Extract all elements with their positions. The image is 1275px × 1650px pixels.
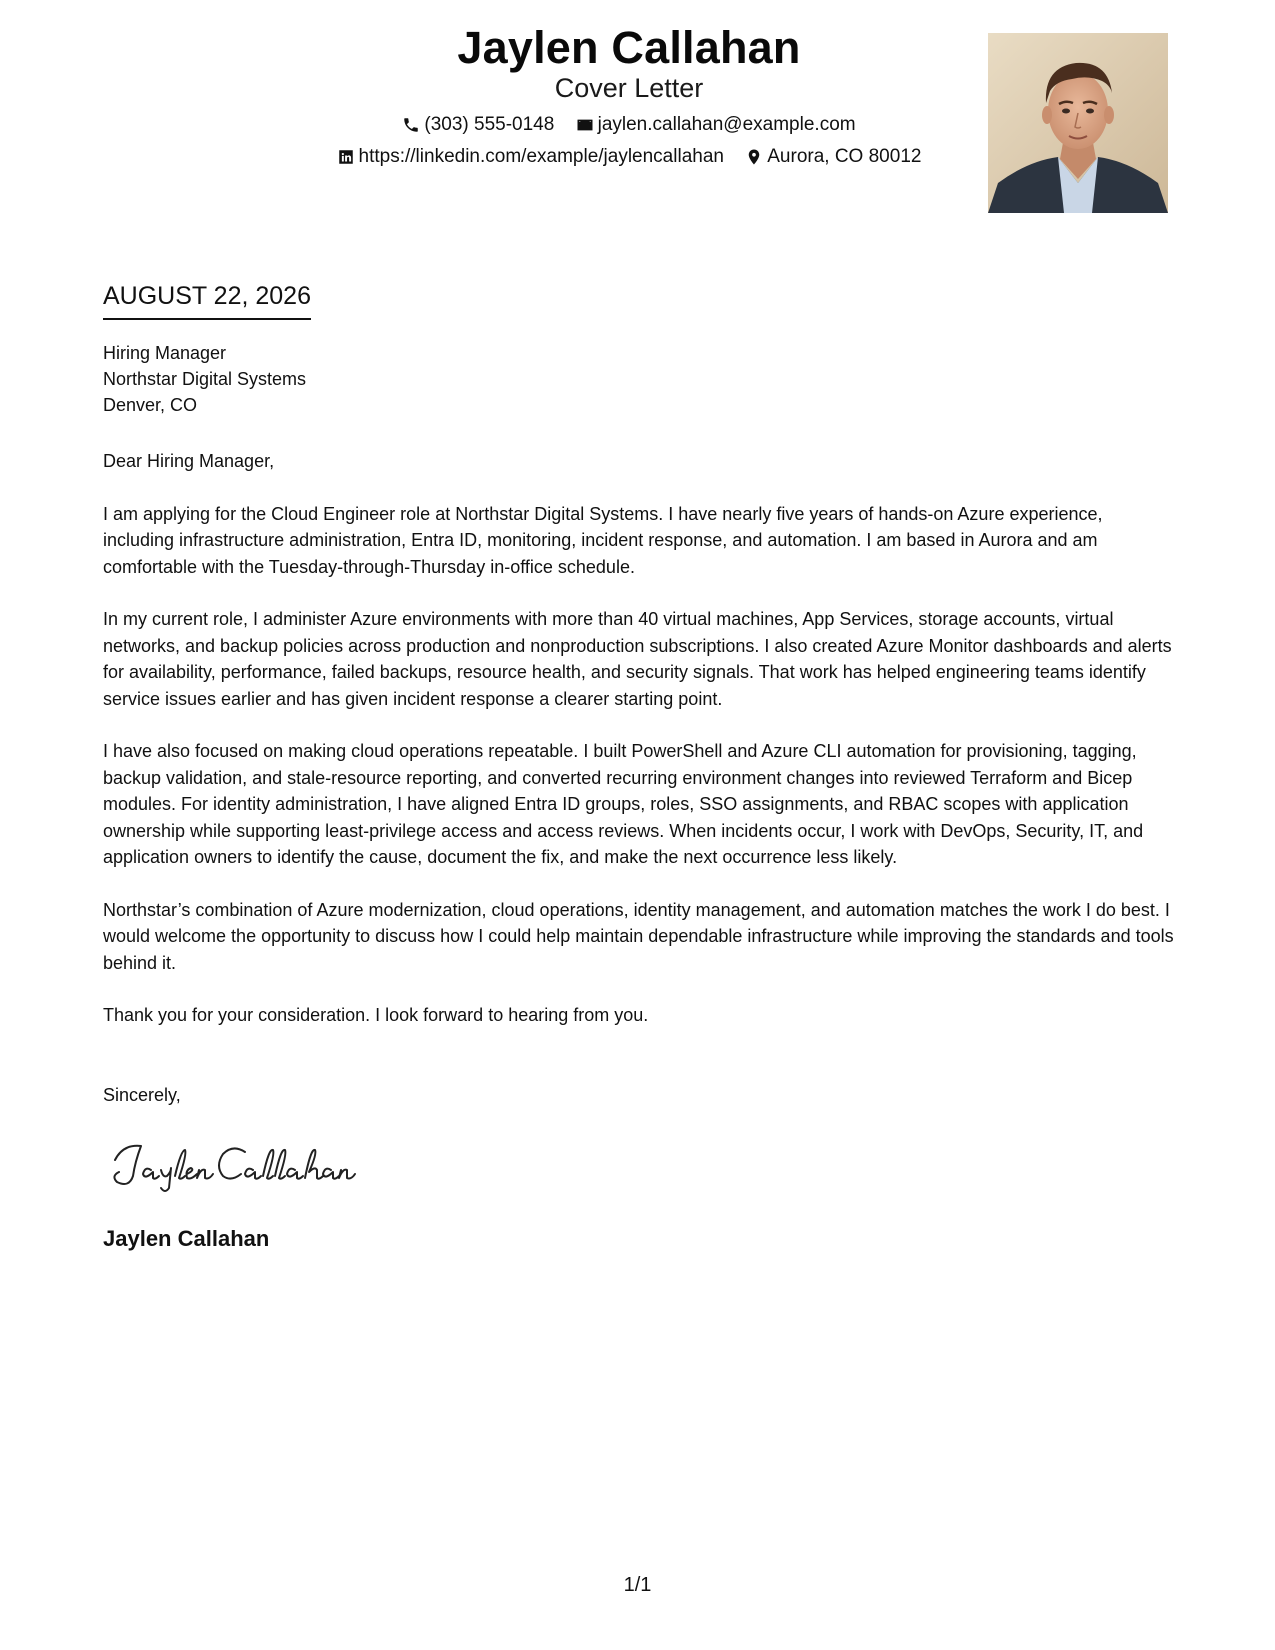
letter-body bbox=[103, 448, 1178, 1055]
phone-number: (303) 555-0148 bbox=[424, 114, 555, 135]
body-paragraph: Northstar’s combination of Azure modernization, cloud operations, identity management, and automation matches the work I do best. I would welcome the opportunity to discuss how I could help maintain dependable infrastructure while improving the standards and tools behind it. bbox=[103, 899, 1174, 973]
envelope-icon bbox=[576, 116, 594, 134]
document-subtitle: Cover Letter bbox=[554, 73, 704, 103]
body-paragraph: In my current role, I administer Azure environments with more than 40 virtual machines, App Services, storage accounts, virtual networks, and backup policies across production and nonproduction subscriptions. I also created Azure Monitor dashboards and alerts for availability, performance, failed backups, resource health, and security signals. That work has helped engineering teams identify service issues earlier and has given incident response a clearer starting point. bbox=[103, 609, 1172, 709]
handwritten-signature bbox=[105, 1132, 365, 1192]
email-contact[interactable] bbox=[576, 113, 856, 137]
date-block bbox=[103, 280, 311, 320]
closing: Sincerely, bbox=[103, 1085, 181, 1105]
body-paragraph: I have also focused on making cloud operations repeatable. I built PowerShell and Azure CLI automation for provisioning, tagging, backup validation, and stale-resource reporting, and converted recurring environment changes into reviewed Terraform and Bicep modules. For identity administration, I have aligned Entra ID groups, roles, SSO assignments, and RBAC scopes with application ownership while supporting least-privilege access and access reviews. When incidents occur, I work with DevOps, Security, IT, and application owners to identify the cause, document the fix, and make the next occurrence less likely. bbox=[103, 741, 1144, 867]
page-number: 1/1 bbox=[623, 1574, 652, 1596]
location-contact bbox=[745, 145, 921, 169]
email-address[interactable]: jaylen.callahan@example.com bbox=[597, 114, 856, 135]
body-paragraph: I am applying for the Cloud Engineer role at Northstar Digital Systems. I have nearly five years of hands-on Azure experience, including infrastructure administration, Entra ID, monitoring, incident response, and automation. I am based in Aurora and am comfortable with the Tuesday-through-Thursday in-office schedule. bbox=[103, 503, 1103, 577]
letter-date: AUGUST 22, 2026 bbox=[103, 280, 311, 320]
recipient-company: Northstar Digital Systems bbox=[103, 369, 307, 389]
map-pin-icon bbox=[745, 148, 763, 166]
recipient-block bbox=[103, 340, 306, 418]
phone-contact bbox=[402, 113, 554, 137]
phone-icon bbox=[402, 116, 420, 134]
linkedin-icon bbox=[337, 148, 355, 166]
linkedin-url[interactable]: https://linkedin.com/example/jaylencallahan bbox=[358, 146, 724, 167]
recipient-location: Denver, CO bbox=[103, 395, 198, 415]
applicant-name: Jaylen Callahan bbox=[457, 22, 801, 73]
linkedin-contact[interactable] bbox=[337, 145, 724, 169]
profile-photo bbox=[988, 33, 1168, 213]
salutation: Dear Hiring Manager, bbox=[103, 451, 275, 471]
recipient-title: Hiring Manager bbox=[103, 343, 227, 363]
location-text: Aurora, CO 80012 bbox=[767, 146, 922, 167]
body-paragraph: Thank you for your consideration. I look forward to hearing from you. bbox=[103, 1005, 649, 1025]
signer-name: Jaylen Callahan bbox=[103, 1226, 270, 1251]
